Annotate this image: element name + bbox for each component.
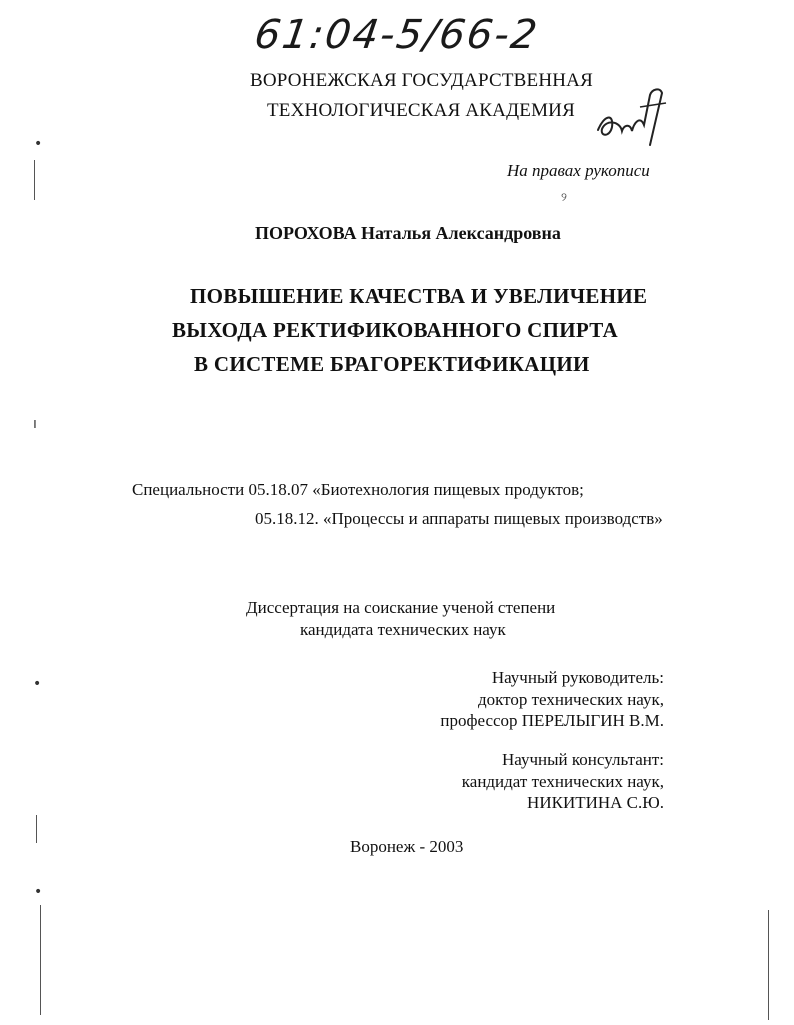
institution-line-1: ВОРОНЕЖСКАЯ ГОСУДАРСТВЕННАЯ [250,70,593,91]
margin-mark-3: • [33,676,42,692]
handwritten-archive-code: 61:04-5/66-2 [251,12,542,58]
city-year: Воронеж - 2003 [350,837,464,856]
supervisor-role: Научный руководитель: [491,668,664,687]
title-line-2: ВЫХОДА РЕКТИФИКОВАННОГО СПИРТА [172,318,619,342]
supervisor-degree: доктор технических наук, [477,690,664,709]
consultant-role: Научный консультант: [502,750,664,769]
margin-line-3 [40,905,41,1015]
rights-note: На правах рукописи [507,161,650,180]
margin-mark-2: ı [33,416,37,432]
title-line-1: ПОВЫШЕНИЕ КАЧЕСТВА И УВЕЛИЧЕНИЕ [190,284,648,308]
margin-line-2 [36,815,37,843]
specialty-line-2: 05.18.12. «Процессы и аппараты пищевых производств» [255,509,663,528]
signature-icon [590,85,670,155]
stray-mark: ୨ [561,190,567,204]
dissertation-line-2: кандидата технических наук [300,620,506,639]
consultant-name: НИКИТИНА С.Ю. [527,793,664,812]
specialty-line-1: Специальности 05.18.07 «Биотехнология пищевых продуктов; [132,480,584,499]
margin-mark-1: • [34,136,43,152]
institution-line-2: ТЕХНОЛОГИЧЕСКАЯ АКАДЕМИЯ [267,100,575,121]
margin-line-4 [768,910,769,1020]
margin-mark-4: • [34,884,43,900]
dissertation-line-1: Диссертация на соискание ученой степени [246,598,556,617]
supervisor-name: профессор ПЕРЕЛЫГИН В.М. [440,711,664,730]
margin-line-1 [34,160,35,200]
title-line-3: В СИСТЕМЕ БРАГОРЕКТИФИКАЦИИ [194,352,590,376]
consultant-degree: кандидат технических наук, [461,772,664,791]
author-name: ПОРОХОВА Наталья Александровна [255,223,561,243]
